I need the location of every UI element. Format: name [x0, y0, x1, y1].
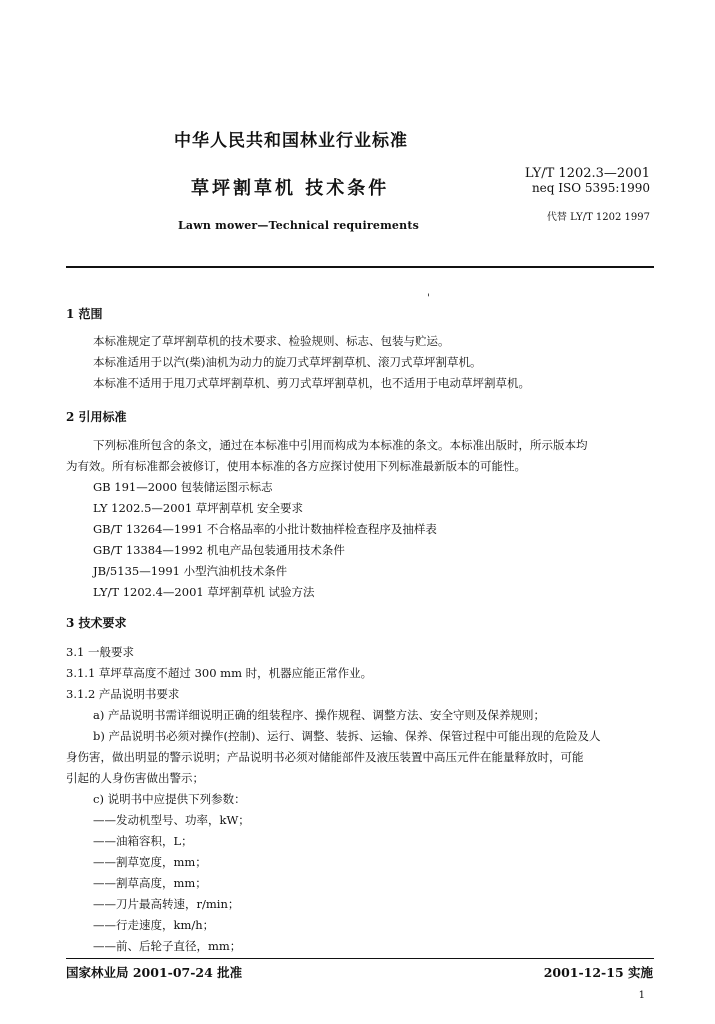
- parameter-item: ——前、后轮子直径，mm；: [93, 939, 242, 953]
- section-3-title: 3 技术要求: [66, 616, 127, 630]
- standard-code-block: [525, 166, 650, 196]
- item-b-line-2: 身伤害，做出明显的警示说明；产品说明书必须对储能部件及液压装置中高压元件在能量释放时，可能: [66, 750, 584, 764]
- parameter-item: ——刀片最高转速，r/min；: [93, 897, 240, 911]
- reference-item: GB/T 13264—1991 不合格品率的小批计数抽样检查程序及抽样表: [93, 522, 437, 536]
- equivalence-note: neq ISO 5395:1990: [531, 181, 650, 195]
- implementation-date: 2001-12-15 实施: [543, 965, 653, 980]
- standard-number: LY/T 1202.3—2001: [524, 166, 650, 181]
- section-2-title: 2 引用标准: [66, 410, 127, 424]
- section-1-title: 1 范围: [66, 307, 103, 321]
- reference-item: LY/T 1202.4—2001 草坪割草机 试验方法: [93, 585, 315, 599]
- replaces-note: 代替 LY/T 1202 1997: [546, 212, 650, 223]
- reference-item: GB 191—2000 包装储运图示标志: [93, 480, 273, 494]
- item-c: c) 说明书中应提供下列参数：: [93, 792, 246, 806]
- reference-item: GB/T 13384—1992 机电产品包装通用技术条件: [93, 543, 345, 557]
- parameter-item: ——油箱容积，L；: [93, 834, 193, 848]
- clause-3-1-2: 3.1.2 产品说明书要求: [66, 687, 180, 701]
- standard-title-cn: 草坪割草机 技术条件: [191, 178, 390, 199]
- parameter-item: ——发动机型号、功率，kW；: [93, 813, 250, 827]
- item-b-line-1: b) 产品说明书必须对操作(控制)、运行、调整、装拆、运输、保养、保管过程中可能出现的危险及人: [93, 729, 601, 743]
- section-2-para-line-2: 为有效。所有标准都会被修订，使用本标准的各方应探讨使用下列标准最新版本的可能性。: [66, 459, 526, 473]
- issuing-body-heading: 中华人民共和国林业行业标准: [174, 131, 408, 151]
- item-a: a) 产品说明书需详细说明正确的组装程序、操作规程、调整方法、安全守则及保养规则；: [93, 708, 545, 722]
- header-divider: [66, 266, 654, 268]
- parameter-item: ——割草高度，mm；: [93, 876, 207, 890]
- parameter-item: ——割草宽度，mm；: [93, 855, 207, 869]
- reference-item: LY 1202.5—2001 草坪割草机 安全要求: [93, 501, 303, 515]
- section-1-para-2: 本标准适用于以汽(柴)油机为动力的旋刀式草坪割草机、滚刀式草坪割草机。: [93, 355, 482, 369]
- reference-item: JB/5135—1991 小型汽油机技术条件: [93, 564, 288, 578]
- clause-3-1: 3.1 一般要求: [66, 645, 134, 659]
- section-2-para-line-1: 下列标准所包含的条文，通过在本标准中引用而构成为本标准的条文。本标准出版时，所示版本均: [93, 438, 588, 452]
- parameter-item: ——行走速度，km/h；: [93, 918, 215, 932]
- footer-divider: [66, 958, 654, 959]
- approval-date: 国家林业局 2001-07-24 批准: [66, 965, 243, 980]
- page-number: 1: [638, 990, 645, 1001]
- scan-speck: ': [427, 293, 430, 304]
- item-b-line-3: 引起的人身伤害做出警示；: [66, 771, 204, 785]
- section-1-para-1: 本标准规定了草坪割草机的技术要求、检验规则、标志、包装与贮运。: [93, 334, 450, 348]
- clause-3-1-1: 3.1.1 草坪草高度不超过 300 mm 时，机器应能正常作业。: [66, 666, 373, 680]
- standard-title-en: Lawn mower—Technical requirements: [178, 219, 419, 232]
- section-1-para-3: 本标准不适用于甩刀式草坪割草机、剪刀式草坪割草机，也不适用于电动草坪割草机。: [93, 376, 530, 390]
